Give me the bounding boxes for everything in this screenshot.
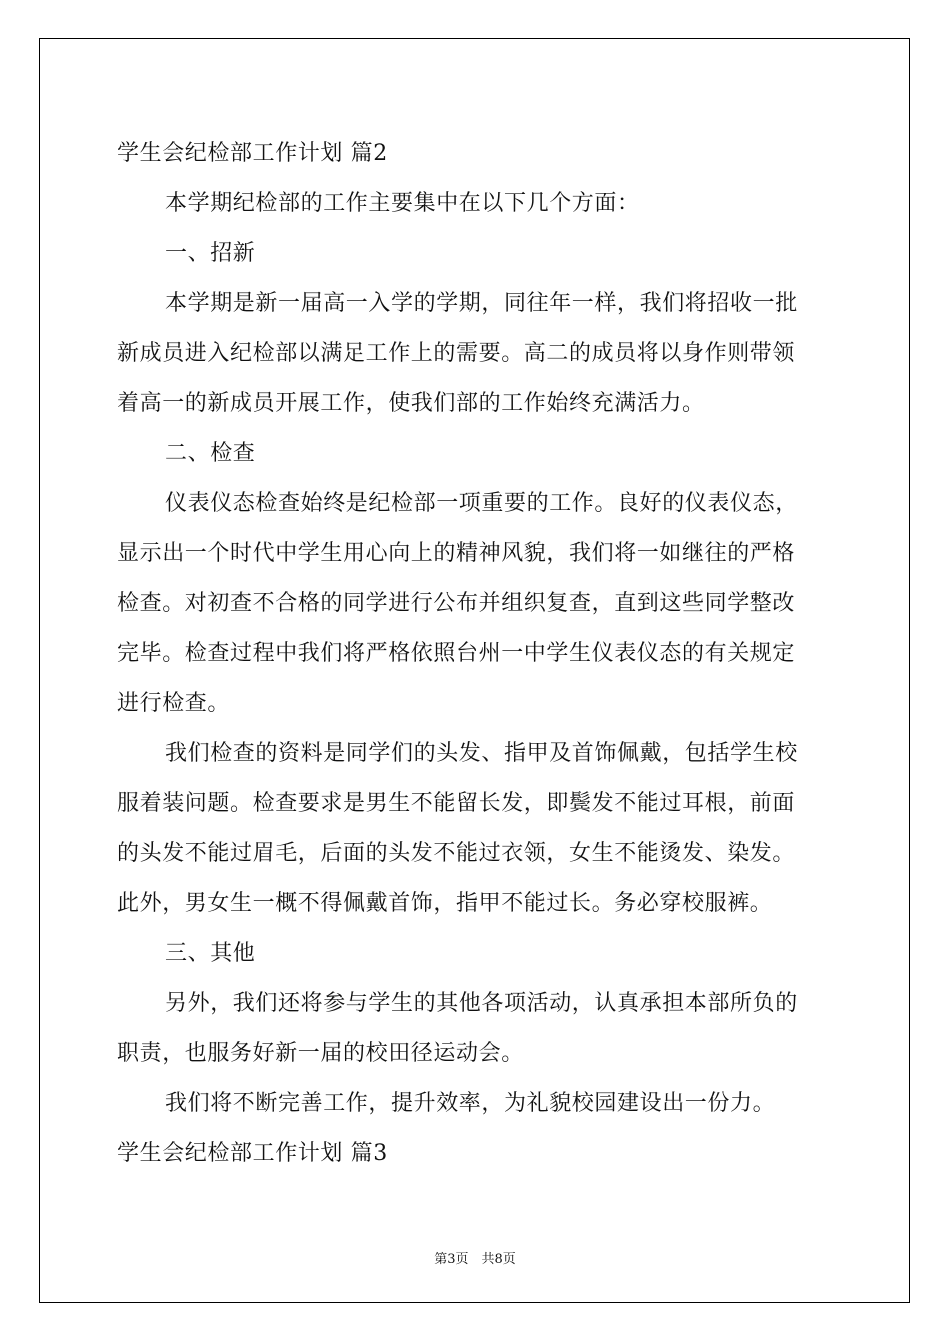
paragraph-line: 完毕。检查过程中我们将严格依照台州一中学生仪表仪态的有关规定 [117, 641, 796, 666]
section-title-inspection: 二、检查 [165, 441, 256, 466]
paragraph-line: 显示出一个时代中学生用心向上的精神风貌，我们将一如继往的严格 [117, 541, 796, 566]
section-title-recruitment: 一、招新 [165, 241, 256, 266]
page-number-footer: 第3页 共8页 [434, 1252, 516, 1267]
paragraph-line: 此外，男女生一概不得佩戴首饰，指甲不能过长。务必穿校服裤。 [117, 891, 773, 916]
paragraph-line: 本学期是新一届高一入学的学期，同往年一样，我们将招收一批 [165, 291, 798, 316]
intro-paragraph: 本学期纪检部的工作主要集中在以下几个方面： [165, 191, 640, 216]
paragraph-line: 职责，也服务好新一届的校田径运动会。 [117, 1041, 524, 1066]
paragraph-line: 另外，我们还将参与学生的其他各项活动，认真承担本部所负的 [165, 991, 798, 1016]
paragraph-line: 新成员进入纪检部以满足工作上的需要。高二的成员将以身作则带领 [117, 341, 796, 366]
section-heading-2: 学生会纪检部工作计划 篇2 [117, 141, 388, 166]
paragraph-line: 着高一的新成员开展工作，使我们部的工作始终充满活力。 [117, 391, 705, 416]
section-title-other: 三、其他 [165, 941, 256, 966]
paragraph-line: 仪表仪态检查始终是纪检部一项重要的工作。良好的仪表仪态， [165, 491, 798, 516]
paragraph-line: 我们检查的资料是同学们的头发、指甲及首饰佩戴，包括学生校 [165, 741, 798, 766]
closing-paragraph: 我们将不断完善工作，提升效率，为礼貌校园建设出一份力。 [165, 1091, 776, 1116]
paragraph-line: 的头发不能过眉毛，后面的头发不能过衣领，女生不能烫发、染发。 [117, 841, 796, 866]
section-heading-3: 学生会纪检部工作计划 篇3 [117, 1141, 388, 1166]
paragraph-line: 检查。对初查不合格的同学进行公布并组织复查，直到这些同学整改 [117, 591, 796, 616]
paragraph-line: 服着装问题。检查要求是男生不能留长发，即鬓发不能过耳根，前面 [117, 791, 796, 816]
paragraph-line: 进行检查。 [117, 691, 231, 716]
